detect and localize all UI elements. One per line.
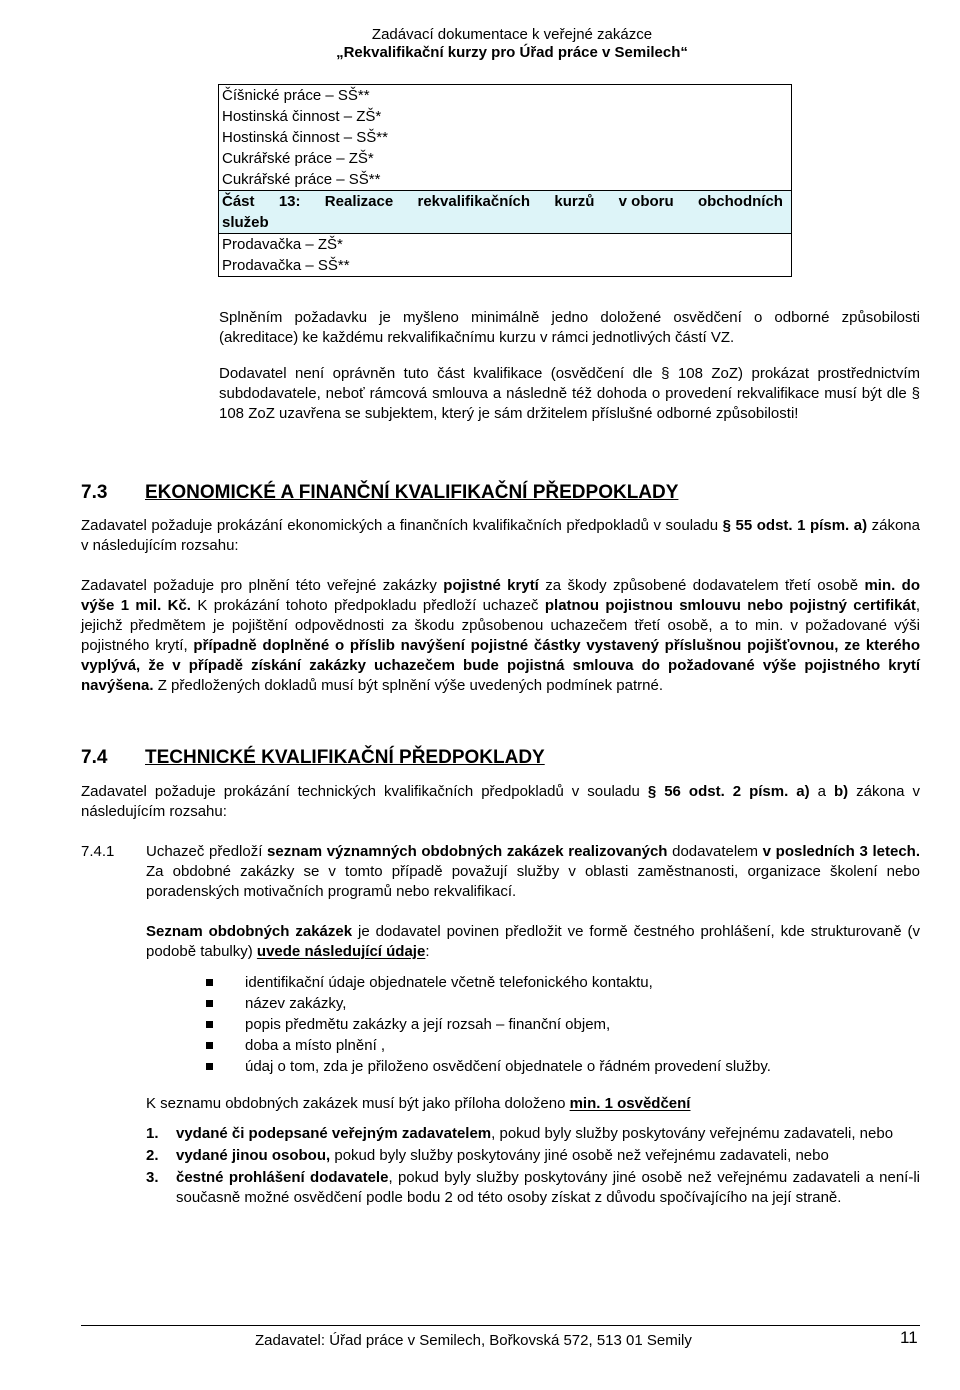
sub741-paragraph: Uchazeč předloží seznam významných obdobných zakázek realizovaných dodavatelem v posledních 3 letech. Za obdobné zakázky se v tomto případě považují služby v oblasti zaměstnanosti, organizace školení nebo poradenských motivačních programů nebo rekvalifikací. [146, 843, 920, 900]
table-row: Prodavačka – ZŠ* [222, 236, 343, 253]
section-heading-7-4: 7.4 TECHNICKÉ KVALIFIKAČNÍ PŘEDPOKLADY [81, 747, 545, 768]
section-heading-7-3: 7.3 EKONOMICKÉ A FINANČNÍ KVALIFIKAČNÍ PŘEDPOKLADY [81, 482, 679, 503]
table-row: Cukrářské práce – ZŠ* [222, 150, 374, 167]
sec74-intro: Zadavatel požaduje prokázání technických kvalifikačních předpokladů v souladu § 56 odst. 2 písm. a) a b) zákona v následujícím rozsahu: [81, 783, 921, 820]
footer-text: Zadavatel: Úřad práce v Semilech, Bořkovská 572, 513 01 Semily [255, 1332, 692, 1349]
table-row: Prodavačka – SŠ** [222, 257, 350, 274]
sec73-insurance-paragraph: Zadavatel požaduje pro plnění této veřejné zakázky pojistné krytí za škody způsobené dodavatelem třetí osobě min. do výše 1 mil. Kč. K prokázání tohoto předpokladu předloží uchazeč platnou pojistnou smlouvu nebo pojistný certifikát, jejichž předmětem je pojištění odpovědnosti za škodu způsobenou uchazečem třetí osobě, a to min. v požadované výši pojistného krytí, případně doplněné o příslib navýšení pojistné částky vystavený příslušnou pojišťovnou, ze kterého vyplývá, že v případě získání zakázky uchazečem bude pojistná smlouva do požadované výše pojistného krytí navýšena. Z předložených dokladů musí být splnění výše uvedených podmínek patrné. [81, 577, 921, 694]
sec73-intro: Zadavatel požaduje prokázání ekonomických a finančních kvalifikačních předpokladů v souladu § 55 odst. 1 písm. a) zákona v následujícím rozsahu: [81, 517, 920, 554]
required-data-list [205, 972, 920, 1077]
list-item: identifikační údaje objednatele včetně telefonického kontaktu, [205, 972, 920, 993]
list-item: doba a místo plnění , [205, 1035, 920, 1056]
doc-header-subtitle: „Rekvalifikační kurzy pro Úřad práce v Semilech“ [336, 44, 688, 61]
list-item: popis předmětu zakázky a její rozsah – finanční objem, [205, 1014, 920, 1035]
list-item: 3. čestné prohlášení dodavatele, pokud byly služby poskytovány jiné osobě než veřejnému zadavateli a není-li současně možné osvědčení podle bodu 2 od této osoby získat z důvodu spočívajícího na její straně. [146, 1169, 920, 1206]
table-row: Hostinská činnost – ZŠ* [222, 108, 382, 125]
page-number: 11 [900, 1328, 918, 1347]
doc-header-title: Zadávací dokumentace k veřejné zakázce [371, 26, 653, 43]
qualification-table [218, 84, 792, 277]
table-part-heading: Část 13: Realizace rekvalifikačních kurzů v oboru obchodních služeb [219, 190, 791, 234]
sub-number-7-4-1: 7.4.1 [81, 843, 115, 860]
table-row: Hostinská činnost – SŠ** [222, 129, 388, 146]
list-item: 1. vydané či podepsané veřejným zadavatelem, pokud byly služby poskytovány veřejnému zadavateli, nebo [146, 1125, 894, 1142]
fulfil-paragraph: Splněním požadavku je myšleno minimálně jedno doložené osvědčení o odborné způsobilosti (akreditace) ke každému rekvalifikačnímu kurzu v rámci jednotlivých částí VZ. [219, 309, 920, 346]
table-row: Číšnické práce – SŠ** [222, 87, 370, 104]
list-intro-paragraph: Seznam obdobných zakázek je dodavatel povinen předložit ve formě čestného prohlášení, kde strukturovaně (v podobě tabulky) uvede následující údaje: [146, 923, 921, 960]
table-row: Cukrářské práce – SŠ** [222, 171, 381, 188]
supplier-paragraph: Dodavatel není oprávněn tuto část kvalifikace (osvědčení dle § 108 ZoZ) prokázat prostřednictvím subdodavatele, neboť rámcová smlouva a následně též dohoda o provedení rekvalifikace musí být dle § 108 ZoZ uzavřena se subjektem, který je sám držitelem příslušné odborné způsobilosti! [219, 365, 921, 422]
list-item: údaj o tom, zda je přiloženo osvědčení objednatele o řádném provedení služby. [205, 1056, 920, 1077]
list-item: 2. vydané jinou osobou, pokud byly služby poskytovány jiné osobě než veřejnému zadavateli, nebo [146, 1147, 829, 1164]
annex-paragraph: K seznamu obdobných zakázek musí být jako příloha doloženo min. 1 osvědčení [146, 1095, 691, 1112]
footer-divider [81, 1325, 920, 1326]
list-item: název zakázky, [205, 993, 920, 1014]
certificate-type-list [146, 1124, 920, 1210]
